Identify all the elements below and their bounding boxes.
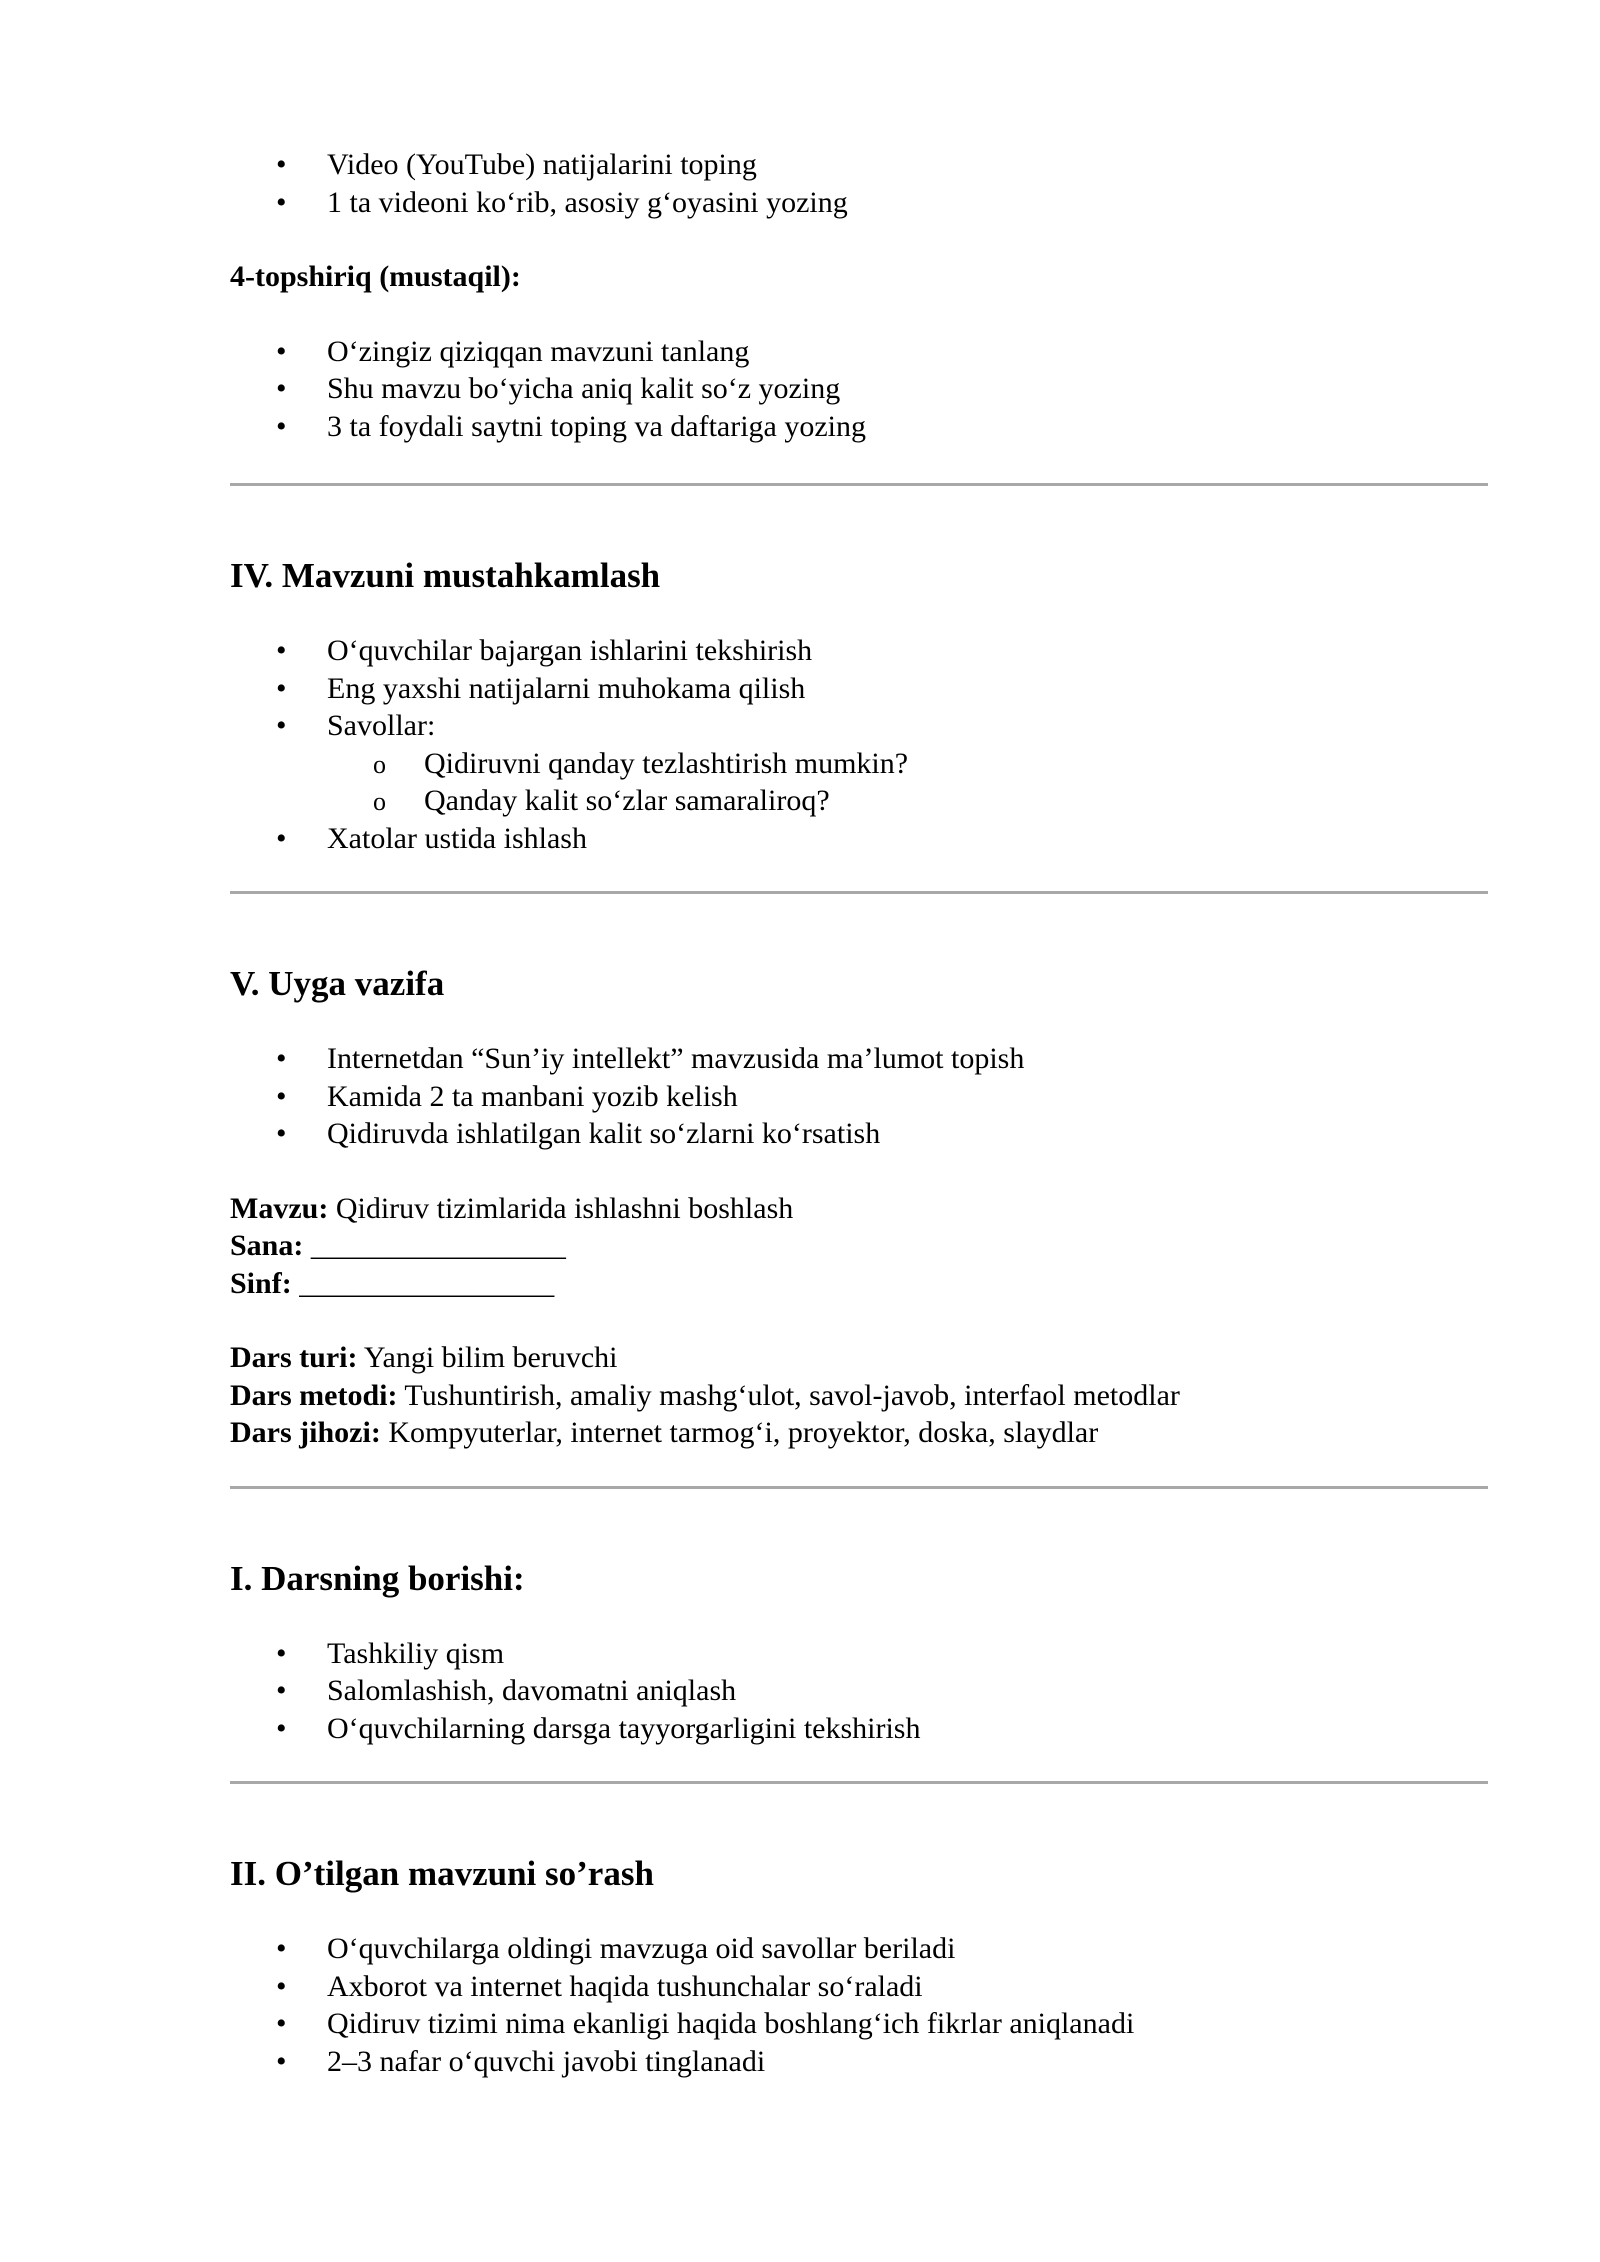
list-item: • Xatolar ustida ishlash [230, 820, 1490, 858]
dars-turi-label: Dars turi: [230, 1341, 358, 1374]
section-i-list [230, 1635, 1490, 1748]
document-page [230, 146, 1490, 2080]
list-item: • 1 ta videoni ko‘rib, asosiy g‘oyasini yozing [230, 184, 1490, 222]
list-item: • Axborot va internet haqida tushunchalar so‘raladi [230, 1968, 1490, 2006]
list-item-label: Savollar: [327, 709, 436, 742]
dars-jihozi-value: Kompyuterlar, internet tarmog‘i, proyektor, doska, slaydlar [380, 1416, 1099, 1449]
dars-metodi-line [230, 1377, 1490, 1415]
list-item: • Tashkiliy qism [230, 1635, 1490, 1673]
section-ii-list [230, 1930, 1490, 2080]
task-4-label: 4-topshiriq (mustaqil): [230, 260, 521, 293]
mavzu-line [230, 1190, 1490, 1228]
list-item: • Video (YouTube) natijalarini toping [230, 146, 1490, 184]
section-v-list [230, 1040, 1490, 1153]
sana-value: _________________ [303, 1229, 566, 1262]
mavzu-label: Mavzu: [230, 1191, 329, 1225]
list-item: • O‘quvchilar bajargan ishlarini tekshirish [230, 632, 1490, 670]
list-item: • O‘quvchilarning darsga tayyorgarligini tekshirish [230, 1710, 1490, 1748]
dars-metodi-value: Tushuntirish, amaliy mashg‘ulot, savol-javob, interfaol metodlar [397, 1378, 1180, 1412]
dars-turi-value: Yangi bilim beruvchi [357, 1341, 618, 1374]
list-item [230, 707, 1490, 820]
sublist-item: o Qidiruvni qanday tezlashtirish mumkin? [327, 745, 1490, 783]
list-item: • O‘quvchilarga oldingi mavzuga oid savollar beriladi [230, 1930, 1490, 1968]
list-item: • Qidiruv tizimi nima ekanligi haqida boshlang‘ich fikrlar aniqlanadi [230, 2005, 1490, 2043]
dars-jihozi-label: Dars jihozi: [230, 1416, 381, 1449]
section-ii-title: II. O’tilgan mavzuni so’rash [230, 1854, 654, 1893]
list-item: • 3 ta foydali saytni toping va daftariga yozing [230, 408, 1490, 446]
section-i-title: I. Darsning borishi: [230, 1558, 525, 1598]
sinf-label: Sinf: [230, 1266, 292, 1300]
sublist-item: o Qanday kalit so‘zlar samaraliroq? [327, 782, 1490, 820]
list-item: • Kamida 2 ta manbani yozib kelish [230, 1078, 1490, 1116]
dars-jihozi-line [230, 1414, 1490, 1452]
list-item: • Eng yaxshi natijalarni muhokama qilish [230, 670, 1490, 708]
section-iv-title: IV. Mavzuni mustahkamlash [230, 556, 661, 595]
list-item: • Salomlashish, davomatni aniqlash [230, 1672, 1490, 1710]
sana-line [230, 1227, 1490, 1265]
list-item: • Internetdan “Sun’iy intellekt” mavzusida ma’lumot topish [230, 1040, 1490, 1078]
list-item: • O‘zingiz qiziqqan mavzuni tanlang [230, 333, 1490, 371]
sinf-value: _________________ [291, 1266, 555, 1300]
sinf-line [230, 1265, 1490, 1303]
section-v-title: V. Uyga vazifa [230, 964, 445, 1003]
dars-metodi-label: Dars metodi: [230, 1378, 398, 1412]
dars-turi-line [230, 1339, 1490, 1377]
mavzu-value: Qidiruv tizimlarida ishlashni boshlash [328, 1191, 794, 1225]
list-item: • Shu mavzu bo‘yicha aniq kalit so‘z yozing [230, 370, 1490, 408]
section-iv-list [230, 632, 1490, 857]
questions-sublist [327, 745, 1490, 820]
list-item: • 2–3 nafar o‘quvchi javobi tinglanadi [230, 2043, 1490, 2081]
top-list [230, 146, 1490, 221]
task-4-list [230, 333, 1490, 446]
list-item: • Qidiruvda ishlatilgan kalit so‘zlarni ko‘rsatish [230, 1115, 1490, 1153]
sana-label: Sana: [230, 1229, 304, 1262]
